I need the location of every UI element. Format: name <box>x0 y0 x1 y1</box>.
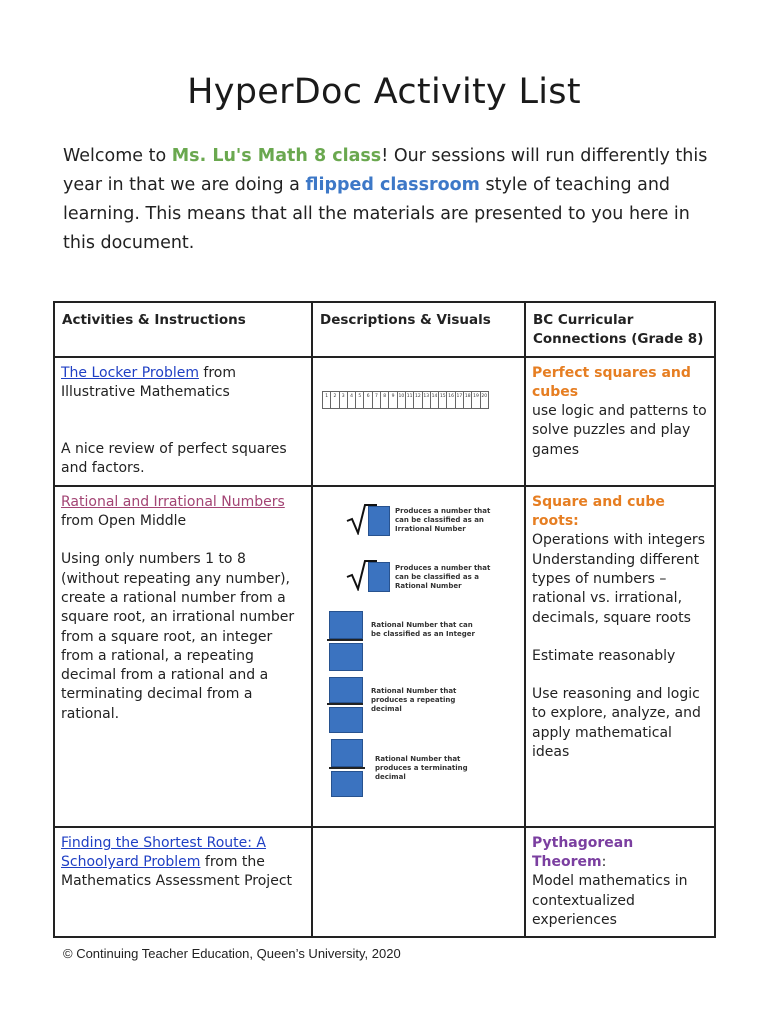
fraction-bar <box>329 767 365 769</box>
blank-box <box>331 771 363 797</box>
locker-box: 5 <box>355 391 364 409</box>
blank-box <box>331 739 363 767</box>
locker-box: 11 <box>405 391 414 409</box>
curricular-text-3: Use reasoning and logic to explore, analyze, and apply mathematical ideas <box>532 686 701 761</box>
curricular-cell <box>525 486 715 827</box>
locker-box: 16 <box>446 391 455 409</box>
activity-cell <box>54 827 312 937</box>
locker-box: 19 <box>471 391 480 409</box>
locker-box: 12 <box>413 391 422 409</box>
intro-text-1: Welcome to <box>63 146 172 166</box>
curricular-cell <box>525 357 715 486</box>
table-row <box>54 827 715 937</box>
blank-box <box>368 562 390 592</box>
activity-cell <box>54 357 312 486</box>
visual-cell <box>312 827 525 937</box>
visual-label: Rational Number that produces a repeating decimal <box>371 686 457 713</box>
visual-label: Rational Number that can be classified as an Integer <box>371 620 475 638</box>
locker-box: 13 <box>422 391 431 409</box>
visual-label: Produces a number that can be classified as a Rational Number <box>395 563 491 590</box>
curricular-title: Square and cube roots: <box>532 493 665 530</box>
activity-table <box>53 301 716 938</box>
locker-strip-visual <box>323 391 518 409</box>
visual-cell <box>312 357 525 486</box>
activity-source: from Open Middle <box>61 513 187 530</box>
table-row <box>54 486 715 827</box>
locker-box: 20 <box>480 391 489 409</box>
blank-box <box>329 677 363 703</box>
header-descriptions: Descriptions & Visuals <box>312 302 525 357</box>
curricular-text-2: Estimate reasonably <box>532 647 676 664</box>
locker-box: 1 <box>322 391 331 409</box>
curricular-colon: : <box>601 854 607 871</box>
intro-text-2: ! Our sessions will run differently this year in that we are doing a <box>63 146 708 195</box>
locker-box: 17 <box>455 391 464 409</box>
footer-copyright: © Continuing Teacher Education, Queen’s University, 2020 <box>63 946 401 961</box>
flipped-classroom: flipped classroom <box>305 175 480 195</box>
curricular-title: Perfect squares and cubes <box>532 364 691 400</box>
curricular-text: use logic and patterns to solve puzzles and play games <box>532 403 707 458</box>
blank-box <box>329 611 363 639</box>
locker-box: 6 <box>363 391 372 409</box>
table-row <box>54 357 715 486</box>
number-types-visual <box>319 493 519 813</box>
fraction-bar <box>327 703 363 705</box>
header-curricular: BC Curricular Connections (Grade 8) <box>525 302 715 357</box>
locker-box: 8 <box>380 391 389 409</box>
rational-irrational-link[interactable]: Rational and Irrational Numbers <box>61 493 285 510</box>
curricular-cell <box>525 827 715 937</box>
curricular-title: Pythagorean Theorem <box>532 834 634 871</box>
locker-problem-link[interactable]: The Locker Problem <box>61 364 199 381</box>
visual-cell <box>312 486 525 827</box>
activity-cell <box>54 486 312 827</box>
activity-description: A nice review of perfect squares and factors. <box>61 441 287 477</box>
visual-label: Rational Number that produces a terminating decimal <box>375 754 468 781</box>
class-name: Ms. Lu's Math 8 class <box>171 146 382 166</box>
locker-box: 3 <box>339 391 348 409</box>
locker-box: 9 <box>388 391 397 409</box>
curricular-text: Operations with integers Understanding different types of numbers – rational vs. irrational, decimals, square roots <box>532 532 705 626</box>
locker-box: 2 <box>330 391 339 409</box>
locker-box: 10 <box>397 391 406 409</box>
locker-box: 14 <box>430 391 439 409</box>
locker-box: 4 <box>347 391 356 409</box>
fraction-bar <box>327 639 363 641</box>
activity-description: Using only numbers 1 to 8 (without repeating any number), create a rational number from a square root, an irrational number from a square root, an integer from a rational, a repeating decimal from a rational and a terminating decimal from a rational. <box>61 551 295 722</box>
activity-source: from Illustrative Mathematics <box>61 364 237 400</box>
blank-box <box>329 643 363 671</box>
visual-label: Produces a number that can be classified as an Irrational Number <box>395 506 491 533</box>
blank-box <box>329 707 363 733</box>
activity-source: from the Mathematics Assessment Project <box>61 854 292 890</box>
curricular-text: Model mathematics in contextualized experiences <box>532 873 688 928</box>
intro-paragraph <box>63 142 723 258</box>
intro-text-3: style of teaching and learning. This means that all the materials are presented to you here in this document. <box>63 175 690 253</box>
locker-box: 15 <box>438 391 447 409</box>
header-activities: Activities & Instructions <box>54 302 312 357</box>
shortest-route-link[interactable]: Finding the Shortest Route: A Schoolyard Problem <box>61 834 267 871</box>
locker-box: 7 <box>372 391 381 409</box>
blank-box <box>368 506 390 536</box>
locker-box: 18 <box>463 391 472 409</box>
page-title: HyperDoc Activity List <box>187 72 581 112</box>
table-header-row <box>54 302 715 357</box>
